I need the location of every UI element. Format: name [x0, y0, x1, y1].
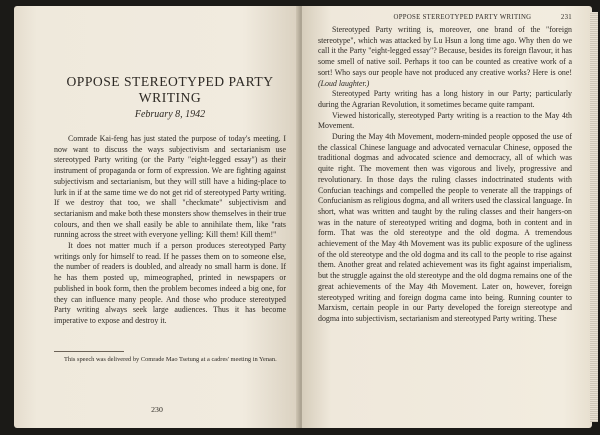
paragraph — [318, 25, 572, 89]
paragraph: Comrade Kai-feng has just stated the purpose of today's meeting. I now want to discuss the ways subjectivism and sectarianism use stereotyped Party writing (or the Party "eight-legged essay") as their instrument of propaganda or form of expression. We are fighting against subjectivism and sectarianism, but they will still have a hiding-place to lurk in if at the same time we do not get rid of stereotyped Party writing. If we destroy that too, we shall "checkmate" subjectivism and sectarianism and make both these monsters show themselves in their true colours, and then we shall easily be able to annihilate them, like "rats running across the street with everyone yelling: Kill them! Kill them!" — [54, 134, 286, 240]
paragraph-text: Stereotyped Party writing is, moreover, one brand of the "foreign stereotype", which was attacked by Lu Hsun a long time ago. Why then do we call it the Party "eight-legged essay"? Because, besides its foreign flavour, it has some smell of native soil. Perhaps it too can be counted as creative work of a sort! Who says our people have not produced any creative works? Here is one! — [318, 25, 572, 77]
page-number: 231 — [560, 14, 572, 21]
running-header — [318, 14, 572, 21]
footnote: This speech was delivered by Comrade Mao Tsetung at a cadres' meeting in Yenan. — [64, 356, 277, 363]
paragraph: It does not matter much if a person produces stereotyped Party writings only for himself to read. If he passes them on to someone else, the number of readers is doubled, and already no small harm is done. If he has them posted up, mimeographed, printed in newspapers or published in book form, then the problem becomes indeed a big one, for they can influence many people. And those who produce stereotyped Party writing always seek large audiences. Thus it has become imperative to expose and destroy it. — [54, 241, 286, 325]
chapter-date: February 8, 1942 — [134, 109, 206, 120]
right-page — [302, 6, 592, 428]
open-book — [14, 6, 592, 428]
page-number: 230 — [151, 405, 163, 414]
paragraph: During the May 4th Movement, modern-minded people opposed the use of the classical Chinese language and advocated vernacular Chinese, opposed the traditional dogmas and advocated science and democracy, all of which was quite right. The movement then was vigorous and lively, progressive and revolutionary. In those days the ruling classes indoctrinated students with Confucian teachings and compelled the people to venerate all the trappings of Confucianism as religious dogma, and all writers used the classical language. In short, what was written and taught by the ruling classes and their hangers-on was in the nature of stereotyped writing and dogma, both in content and in form. That was the old stereotype and the old dogma. A tremendous achievement of the May 4th Movement was its public exposure of the ugliness of the old stereotype and the old dogma and its call to the people to rise against them. Another great and related achievement was its fight against imperialism, but the struggle against the old stereotype and the old dogma remains one of the great achievements of the May 4th Movement. Later on, however, foreign stereotyped writing and foreign dogma came into being. Running counter to Marxism, certain people in our Party developed the foreign stereotype and dogma into subjectivism, sectarianism and stereotyped Party writing. These — [318, 132, 572, 323]
left-page — [14, 6, 300, 428]
running-head-title: OPPOSE STEREOTYPED PARTY WRITING — [393, 14, 532, 21]
laughter-note: (Loud laughter.) — [318, 78, 370, 88]
paragraph: Stereotyped Party writing has a long history in our Party; particularly during the Agrarian Revolution, it sometimes became quite rampant. — [318, 89, 572, 109]
paragraph: Viewed historically, stereotyped Party writing is a reaction to the May 4th Movement. — [318, 110, 572, 131]
footnote-rule — [54, 351, 124, 352]
page-edges — [590, 12, 598, 422]
chapter-title: OPPOSE STEREOTYPED PARTY WRITING — [66, 74, 274, 105]
